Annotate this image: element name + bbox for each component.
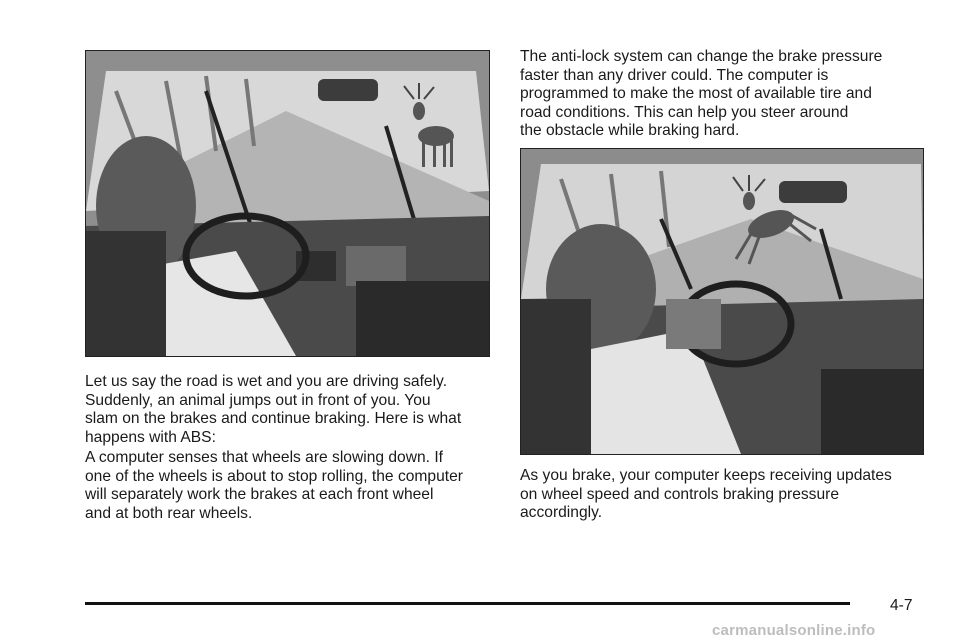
footer-rule	[85, 602, 850, 605]
page-number: 4-7	[890, 597, 913, 614]
body-paragraph: As you brake, your computer keeps receiving updates on wheel speed and controls braking pressure accordingly.	[520, 467, 892, 521]
body-paragraph: The anti-lock system can change the brake pressure faster than any driver could. The computer is programmed to make the most of available tire and road conditions. This can help you steer around the obstacle while braking hard.	[520, 48, 883, 139]
body-paragraph: Let us say the road is wet and you are driving safely. Suddenly, an animal jumps out in front of you. You slam on the brakes and continue braking. Here is what happens with ABS:	[85, 373, 462, 446]
body-paragraph: A computer senses that wheels are slowing down. If one of the wheels is about to stop rolling, the computer will separately work the brakes at each front wheel and at both rear wheels.	[85, 449, 463, 522]
watermark: carmanualsonline.info	[712, 622, 876, 639]
steering-around-deer-illustration	[520, 148, 924, 455]
deer-in-road-illustration	[85, 50, 490, 357]
